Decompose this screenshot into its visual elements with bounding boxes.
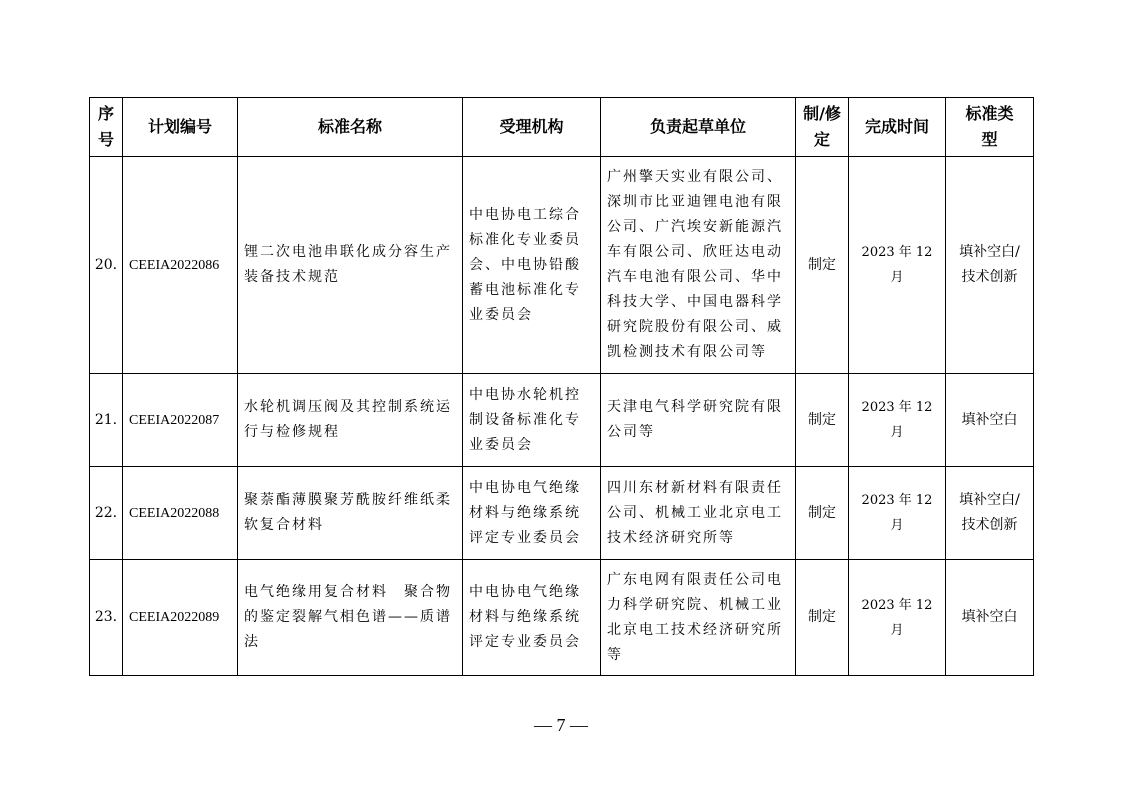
header-org: 受理机构 — [463, 98, 601, 157]
org-cell: 中电协电气绝缘材料与绝缘系统评定专业委员会 — [463, 560, 601, 676]
finish-cell: 2023 年 12 月 — [849, 467, 946, 560]
drafter-cell: 广州擎天实业有限公司、深圳市比亚迪锂电池有限公司、广汽埃安新能源汽车有限公司、欣旺达电动汽车电池有限公司、华中科技大学、中国电器科学研究院股份有限公司、威凯检测技术有限公司等 — [601, 157, 796, 374]
plan-no-cell: CEEIA2022089 — [123, 560, 238, 676]
table-row — [90, 157, 1034, 374]
org-cell: 中电协水轮机控制设备标准化专业委员会 — [463, 374, 601, 467]
header-std-type: 标准类型 — [946, 98, 1034, 157]
finish-cell: 2023 年 12 月 — [849, 374, 946, 467]
org-cell: 中电协电工综合标准化专业委员会、中电协铅酸蓄电池标准化专业委员会 — [463, 157, 601, 374]
header-finish: 完成时间 — [849, 98, 946, 157]
header-drafter: 负责起草单位 — [601, 98, 796, 157]
seq-cell: 20. — [90, 157, 123, 374]
std-type-cell: 填补空白/技术创新 — [946, 157, 1034, 374]
page-number: — 7 — — [534, 715, 588, 735]
header-seq: 序号 — [90, 98, 123, 157]
header-std-name: 标准名称 — [238, 98, 463, 157]
std-name-cell: 聚萘酯薄膜聚芳酰胺纤维纸柔软复合材料 — [238, 467, 463, 560]
std-type-cell: 填补空白/技术创新 — [946, 467, 1034, 560]
header-row — [90, 98, 1034, 157]
std-name-cell: 电气绝缘用复合材料 聚合物的鉴定裂解气相色谱——质谱法 — [238, 560, 463, 676]
header-revise: 制/修定 — [796, 98, 849, 157]
seq-cell: 22. — [90, 467, 123, 560]
table-row — [90, 467, 1034, 560]
std-name-cell: 锂二次电池串联化成分容生产装备技术规范 — [238, 157, 463, 374]
seq-cell: 21. — [90, 374, 123, 467]
revise-cell: 制定 — [796, 467, 849, 560]
drafter-cell: 天津电气科学研究院有限公司等 — [601, 374, 796, 467]
std-type-cell: 填补空白 — [946, 374, 1034, 467]
finish-cell: 2023 年 12 月 — [849, 157, 946, 374]
std-name-cell: 水轮机调压阀及其控制系统运行与检修规程 — [238, 374, 463, 467]
std-type-cell: 填补空白 — [946, 560, 1034, 676]
revise-cell: 制定 — [796, 374, 849, 467]
revise-cell: 制定 — [796, 560, 849, 676]
plan-no-cell: CEEIA2022087 — [123, 374, 238, 467]
revise-cell: 制定 — [796, 157, 849, 374]
drafter-cell: 广东电网有限责任公司电力科学研究院、机械工业北京电工技术经济研究所等 — [601, 560, 796, 676]
standards-table — [89, 97, 1034, 676]
plan-no-cell: CEEIA2022088 — [123, 467, 238, 560]
drafter-cell: 四川东材新材料有限责任公司、机械工业北京电工技术经济研究所等 — [601, 467, 796, 560]
finish-cell: 2023 年 12 月 — [849, 560, 946, 676]
org-cell: 中电协电气绝缘材料与绝缘系统评定专业委员会 — [463, 467, 601, 560]
table-row — [90, 560, 1034, 676]
header-plan-no: 计划编号 — [123, 98, 238, 157]
plan-no-cell: CEEIA2022086 — [123, 157, 238, 374]
table-row — [90, 374, 1034, 467]
seq-cell: 23. — [90, 560, 123, 676]
